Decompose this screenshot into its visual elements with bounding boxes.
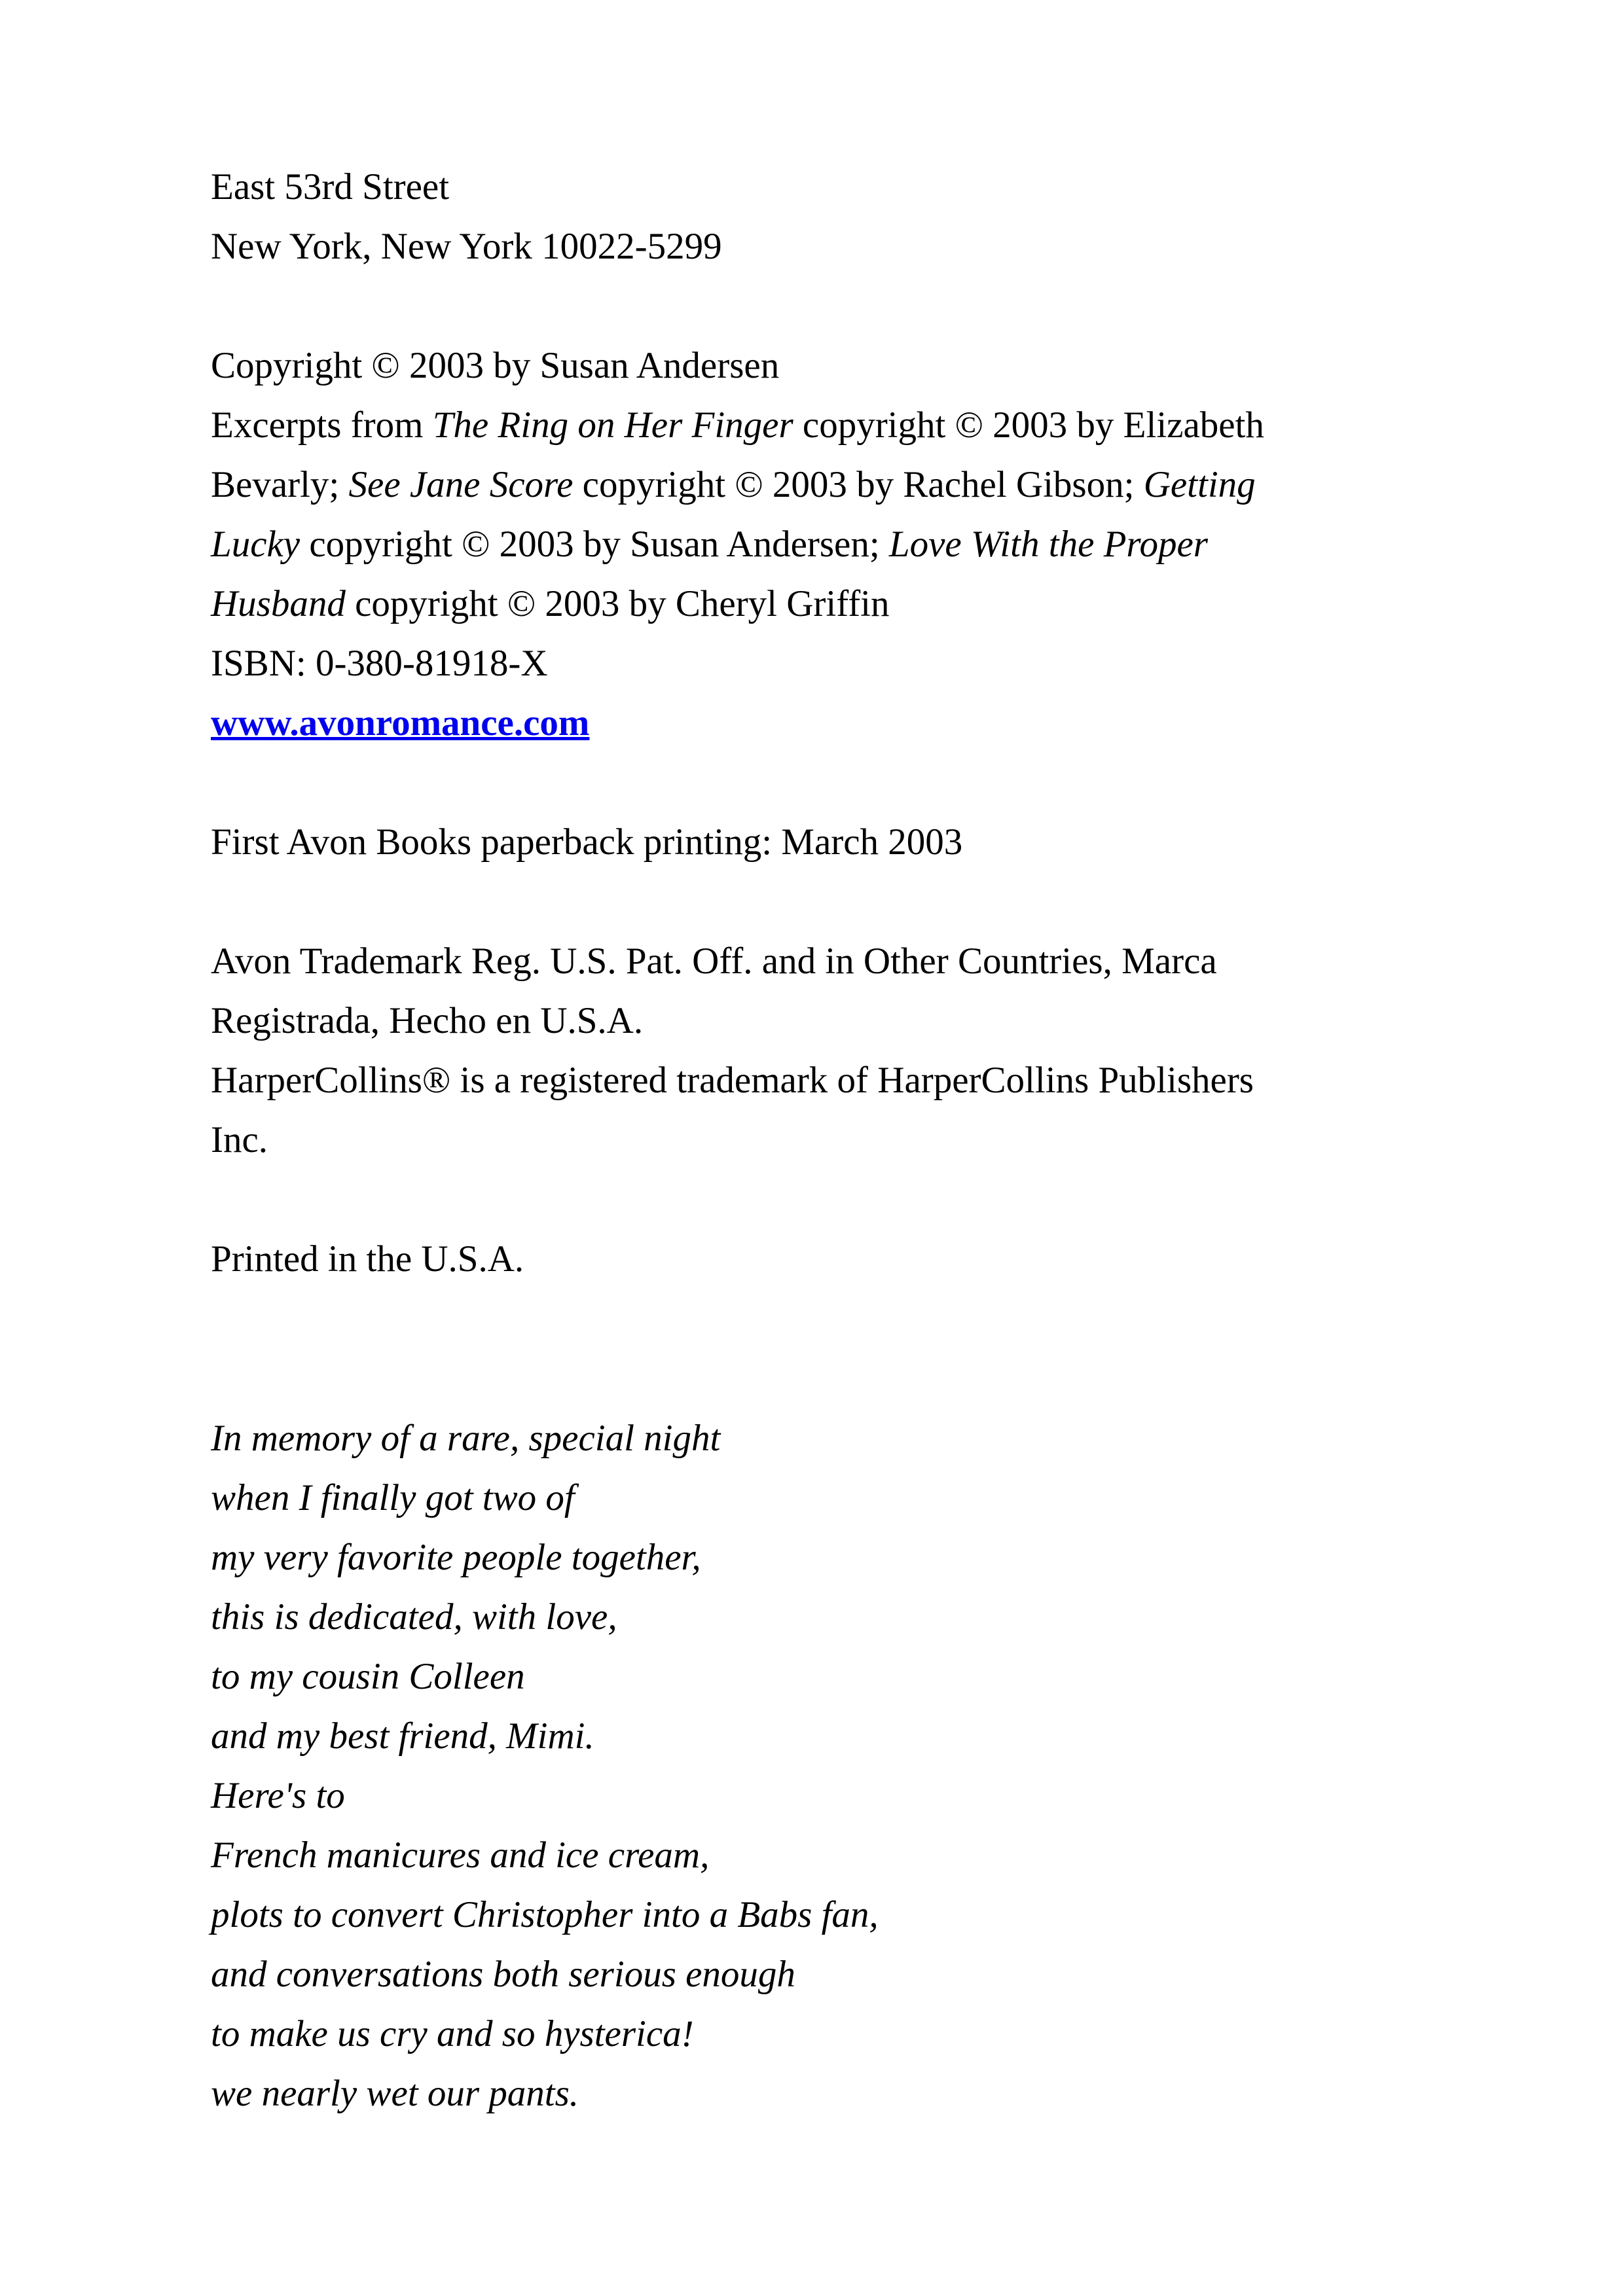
book-title: Husband [211, 583, 346, 624]
excerpts-line-2: Bevarly; See Jane Score copyright © 2003 by Rachel Gibson; Getting [211, 464, 1256, 505]
dedication-line: this is dedicated, with love, [211, 1596, 617, 1638]
trademark-line-1: Avon Trademark Reg. U.S. Pat. Off. and in Other Countries, Marca [211, 941, 1217, 982]
book-title: Love With the Proper [888, 524, 1208, 565]
spacer [211, 1289, 1376, 1408]
excerpts-line-1: Excerpts from The Ring on Her Finger copyright © 2003 by Elizabeth [211, 404, 1264, 446]
dedication-line: to my cousin Colleen [211, 1656, 525, 1697]
dedication-line: Here's to [211, 1775, 345, 1816]
printing-info: First Avon Books paperback printing: March 2003 [211, 821, 963, 863]
dedication-line: plots to convert Christopher into a Babs fan, [211, 1894, 879, 1935]
trademark-line-4: Inc. [211, 1119, 268, 1160]
dedication-line: and my best friend, Mimi. [211, 1715, 594, 1757]
dedication-line: to make us cry and so hysterica! [211, 2013, 694, 2054]
dedication-line: when I finally got two of [211, 1477, 575, 1518]
website-link[interactable]: www.avonromance.com [211, 702, 590, 744]
trademark-line-2: Registrada, Hecho en U.S.A. [211, 1000, 644, 1041]
isbn: ISBN: 0-380-81918-X [211, 643, 548, 684]
dedication-line: French manicures and ice cream, [211, 1835, 710, 1876]
spacer [211, 753, 1376, 812]
website-line [211, 693, 1376, 753]
spacer [211, 276, 1376, 336]
spacer [211, 1170, 1376, 1229]
dedication-line: In memory of a rare, special night [211, 1418, 721, 1459]
dedication-line: and conversations both serious enough [211, 1954, 795, 1995]
spacer [211, 872, 1376, 931]
dedication-line: my very favorite people together, [211, 1537, 701, 1578]
address-city: New York, New York 10022-5299 [211, 226, 722, 267]
book-title: The Ring on Her Finger [432, 404, 793, 446]
trademark-line-3: HarperCollins® is a registered trademark of HarperCollins Publishers [211, 1060, 1254, 1101]
excerpts-line-4: Husband copyright © 2003 by Cheryl Griffin [211, 583, 890, 624]
copyright-page [211, 157, 1376, 2123]
book-title: See Jane Score [348, 464, 574, 505]
book-title: Lucky [211, 524, 301, 565]
dedication [211, 1408, 1376, 2123]
book-title: Getting [1143, 464, 1256, 505]
printed-in: Printed in the U.S.A. [211, 1238, 524, 1280]
address-street: East 53rd Street [211, 166, 450, 207]
copyright-main: Copyright © 2003 by Susan Andersen [211, 345, 780, 386]
dedication-line: we nearly wet our pants. [211, 2073, 579, 2114]
excerpts-line-3: Lucky copyright © 2003 by Susan Andersen; Love With the Proper [211, 524, 1208, 565]
